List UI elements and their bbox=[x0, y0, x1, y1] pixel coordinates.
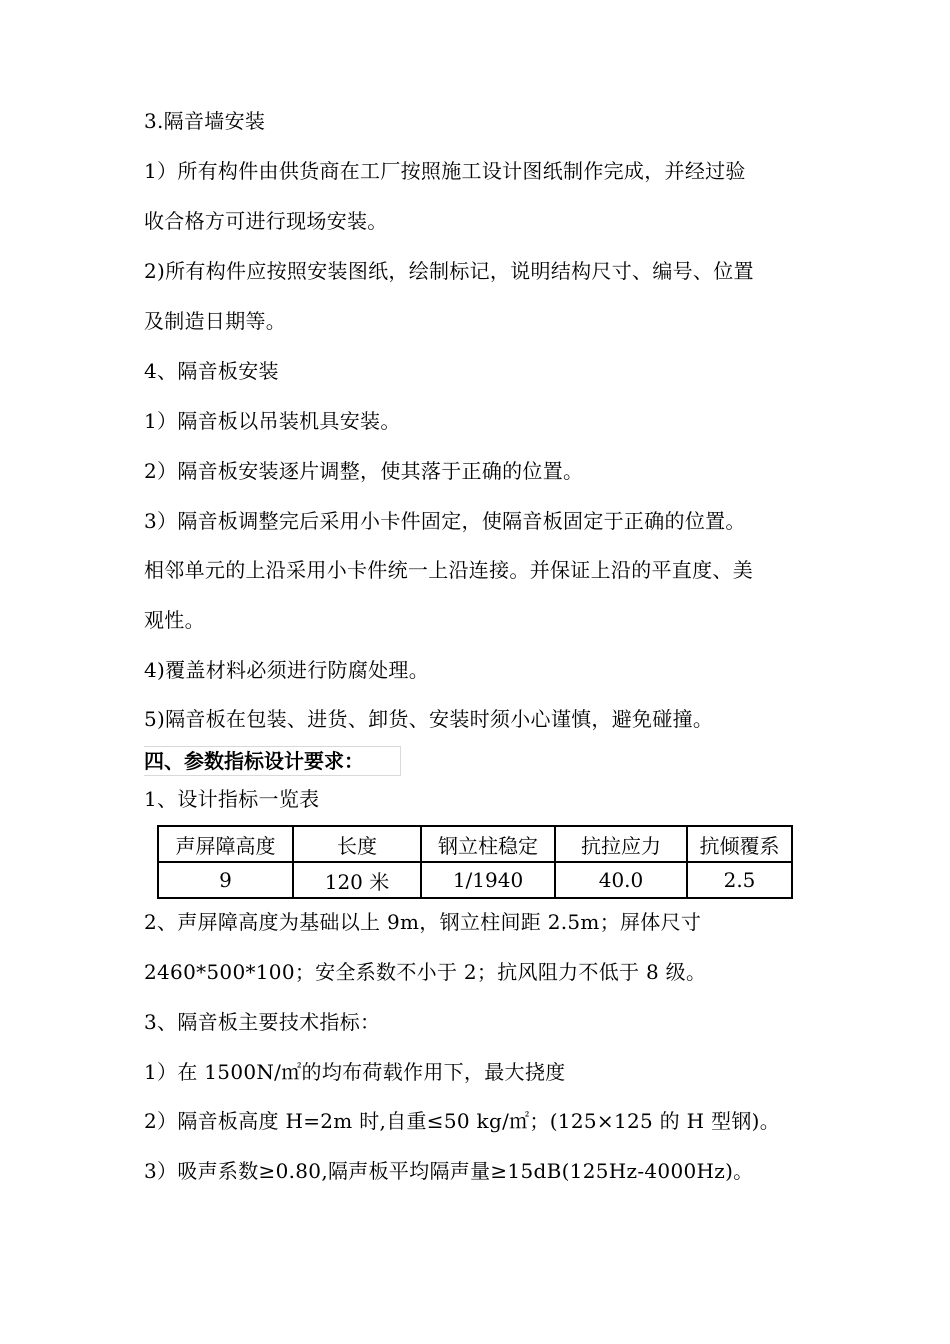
subsection-title-sound-wall-installation: 3.隔音墙安装 bbox=[144, 109, 266, 133]
paragraph-line: 2460*500*100；安全系数不小于 2；抗风阻力不低于 8 级。 bbox=[144, 960, 707, 984]
paragraph-line: 5)隔音板在包装、进货、卸货、安装时须小心谨慎，避免碰撞。 bbox=[144, 707, 714, 731]
paragraph-line: 及制造日期等。 bbox=[144, 309, 287, 333]
table-header-cell: 抗倾覆系 bbox=[687, 826, 792, 862]
table-header-row bbox=[158, 826, 792, 862]
section-heading: 四、参数指标设计要求： bbox=[144, 746, 401, 776]
table-header-cell: 钢立柱稳定 bbox=[421, 826, 555, 862]
paragraph-line: 相邻单元的上沿采用小卡件统一上沿连接。并保证上沿的平直度、美 bbox=[144, 558, 753, 582]
subsection-title-panel-specs: 3、隔音板主要技术指标： bbox=[144, 1010, 381, 1034]
paragraph-line: 1）所有构件由供货商在工厂按照施工设计图纸制作完成，并经过验 bbox=[144, 159, 746, 183]
table-cell: 2.5 bbox=[687, 862, 792, 898]
table-header-cell: 长度 bbox=[293, 826, 421, 862]
table-title: 1、设计指标一览表 bbox=[144, 787, 320, 811]
subsection-title-panel-installation: 4、隔音板安装 bbox=[144, 359, 279, 383]
paragraph-line: 2）隔音板高度 H=2m 时,自重≤50 kg/㎡；(125×125 的 H 型钢)。 bbox=[144, 1109, 781, 1133]
table-row bbox=[158, 862, 792, 898]
paragraph-line: 2）隔音板安装逐片调整，使其落于正确的位置。 bbox=[144, 459, 584, 483]
paragraph-line: 观性。 bbox=[144, 608, 205, 632]
table-cell: 1/1940 bbox=[421, 862, 555, 898]
paragraph-line: 3）隔音板调整完后采用小卡件固定，使隔音板固定于正确的位置。 bbox=[144, 509, 746, 533]
table-cell: 120 米 bbox=[293, 862, 421, 898]
table-header-cell: 抗拉应力 bbox=[555, 826, 687, 862]
paragraph-line: 3）吸声系数≥0.80,隔声板平均隔声量≥15dB(125Hz-4000Hz)。 bbox=[144, 1159, 754, 1183]
paragraph-line: 2)所有构件应按照安装图纸，绘制标记，说明结构尺寸、编号、位置 bbox=[144, 259, 754, 283]
paragraph-line: 2、声屏障高度为基础以上 9m，钢立柱间距 2.5m；屏体尺寸 bbox=[144, 910, 702, 934]
paragraph-line: 4)覆盖材料必须进行防腐处理。 bbox=[144, 658, 430, 682]
table-cell: 9 bbox=[158, 862, 293, 898]
paragraph-line: 1）隔音板以吊装机具安装。 bbox=[144, 409, 401, 433]
table-cell: 40.0 bbox=[555, 862, 687, 898]
paragraph-line: 收合格方可进行现场安装。 bbox=[144, 209, 388, 233]
table-header-cell: 声屏障高度 bbox=[158, 826, 293, 862]
design-index-table bbox=[157, 825, 793, 899]
paragraph-line: 1）在 1500N/㎡的均布荷载作用下，最大挠度 bbox=[144, 1060, 566, 1084]
